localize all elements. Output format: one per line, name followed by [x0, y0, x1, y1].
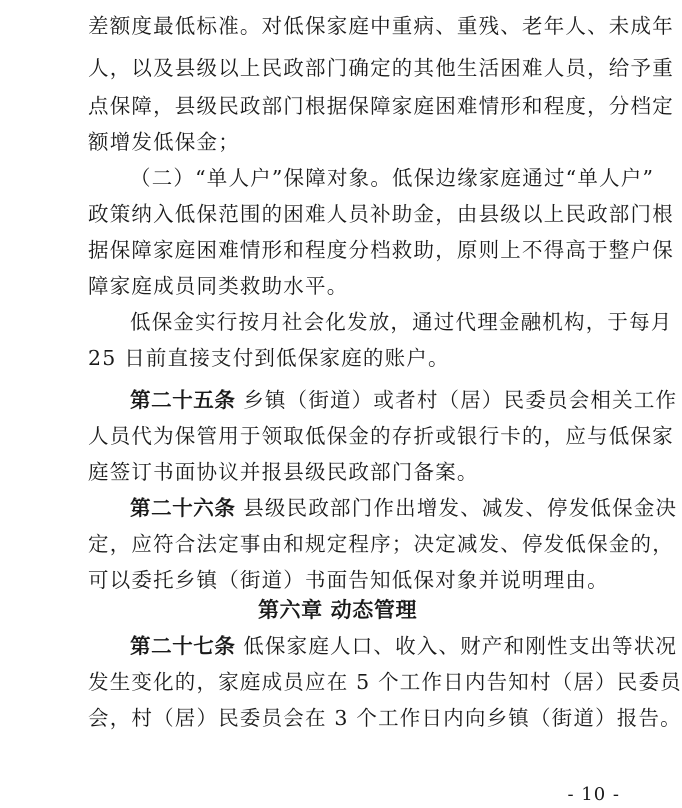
paragraph-line: 人，以及县级以上民政部门确定的其他生活困难人员，给予重 [88, 56, 674, 80]
article-text: 低保家庭人口、收入、财产和刚性支出等状况 [235, 634, 678, 658]
paragraph-line: 政策纳入低保范围的困难人员补助金，由县级以上民政部门根 [88, 202, 674, 226]
paragraph-line: 会，村（居）民委员会在 3 个工作日内向乡镇（街道）报告。 [88, 706, 682, 730]
article-text: 乡镇（街道）或者村（居）民委员会相关工作 [235, 388, 678, 412]
article-line [130, 382, 678, 418]
article-text: 县级民政部门作出增发、减发、停发低保金决 [235, 496, 678, 520]
article-line [130, 628, 678, 664]
paragraph-line: 定，应符合法定事由和规定程序；决定减发、停发低保金的， [88, 532, 674, 556]
paragraph-line: 人员代为保管用于领取低保金的存折或银行卡的，应与低保家 [88, 424, 674, 448]
paragraph-line: 低保金实行按月社会化发放，通过代理金融机构，于每月 [130, 310, 673, 334]
paragraph-line: 差额度最低标准。对低保家庭中重病、重残、老年人、未成年 [88, 14, 674, 38]
paragraph-line: 据保障家庭困难情形和程度分档救助，原则上不得高于整户保 [88, 238, 674, 262]
paragraph-line: 25 日前直接支付到低保家庭的账户。 [88, 346, 450, 370]
article-number: 第二十六条 [130, 496, 236, 520]
article-line [130, 490, 678, 526]
article-number: 第二十五条 [130, 388, 236, 412]
article-number: 第二十七条 [130, 634, 236, 658]
paragraph-line: 点保障，县级民政部门根据保障家庭困难情形和程度，分档定 [88, 94, 674, 118]
paragraph-line: （二）“单人户”保障对象。低保边缘家庭通过“单人户” [130, 166, 655, 190]
chapter-heading: 第六章 动态管理 [257, 598, 418, 622]
paragraph-line: 庭签订书面协议并报县级民政部门备案。 [88, 460, 479, 484]
paragraph-line: 额增发低保金； [88, 130, 240, 154]
paragraph-line: 障家庭成员同类救助水平。 [88, 274, 349, 298]
paragraph-line: 发生变化的，家庭成员应在 5 个工作日内告知村（居）民委员 [88, 670, 682, 694]
page-number: - 10 - [567, 784, 620, 805]
paragraph-line: 可以委托乡镇（街道）书面告知低保对象并说明理由。 [88, 568, 609, 592]
